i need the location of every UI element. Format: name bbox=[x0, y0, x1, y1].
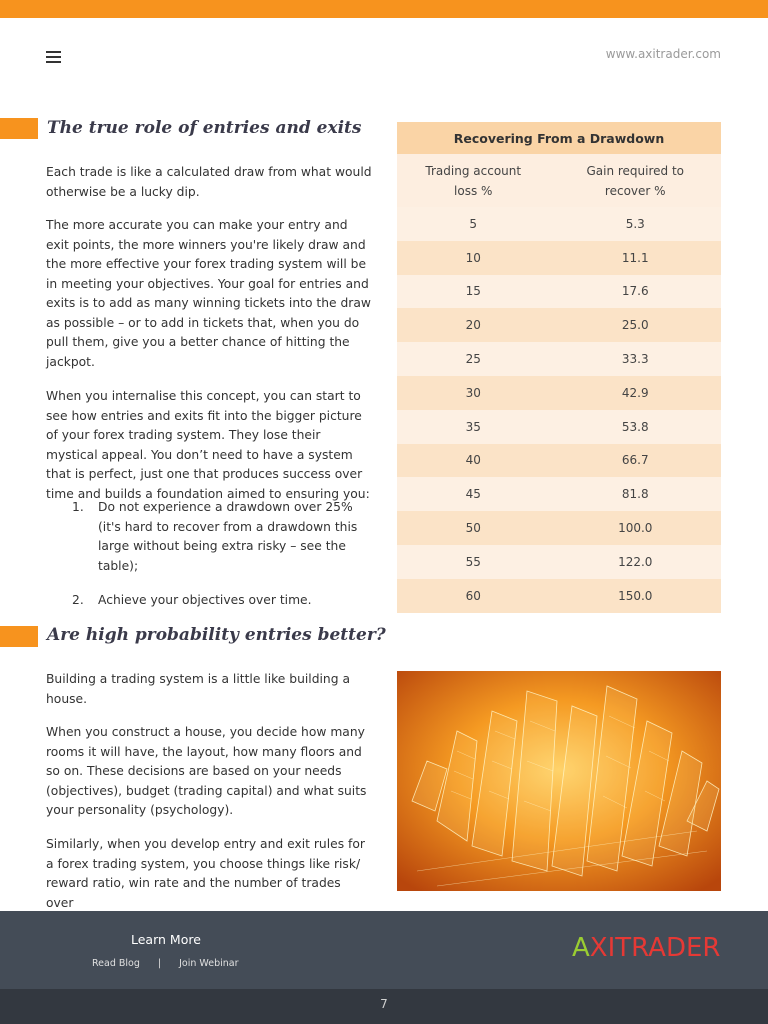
table-cell-gain: 11.1 bbox=[550, 241, 722, 275]
table-cell-loss: 30 bbox=[397, 376, 550, 410]
section-title-entries-exits: The true role of entries and exits bbox=[47, 118, 362, 138]
footer bbox=[0, 911, 768, 989]
table-row bbox=[397, 308, 721, 342]
table-cell-gain: 53.8 bbox=[550, 410, 722, 444]
paragraph: Building a trading system is a little like building a house. bbox=[46, 672, 350, 706]
table-cell-gain: 150.0 bbox=[550, 579, 722, 613]
paragraph: Each trade is like a calculated draw from what would otherwise be a lucky dip. bbox=[46, 165, 372, 199]
table-cell-loss: 35 bbox=[397, 410, 550, 444]
menu-line bbox=[46, 61, 61, 63]
table-row bbox=[397, 444, 721, 478]
table-cell-loss: 15 bbox=[397, 275, 550, 309]
list-item bbox=[72, 591, 362, 611]
table-cell-loss: 40 bbox=[397, 444, 550, 478]
table-row bbox=[397, 410, 721, 444]
footer-links bbox=[92, 958, 239, 969]
table-cell-gain: 17.6 bbox=[550, 275, 722, 309]
join-webinar-link[interactable]: Join Webinar bbox=[179, 958, 239, 969]
table-cell-gain: 100.0 bbox=[550, 511, 722, 545]
column-header-loss: Trading account loss % bbox=[397, 154, 550, 207]
page-number: 7 bbox=[380, 997, 388, 1011]
list-item bbox=[72, 498, 362, 576]
menu-line bbox=[46, 51, 61, 53]
table-row bbox=[397, 511, 721, 545]
menu-line bbox=[46, 56, 61, 58]
logo-text: ITRADER bbox=[607, 933, 721, 963]
table-cell-gain: 5.3 bbox=[550, 207, 722, 241]
table-cell-loss: 50 bbox=[397, 511, 550, 545]
table-row bbox=[397, 545, 721, 579]
list-text: Achieve your objectives over time. bbox=[98, 593, 312, 607]
link-separator: | bbox=[157, 958, 162, 969]
table-title: Recovering From a Drawdown bbox=[397, 122, 721, 154]
table-row bbox=[397, 241, 721, 275]
top-accent-bar bbox=[0, 0, 768, 18]
table-cell-loss: 5 bbox=[397, 207, 550, 241]
table-cell-gain: 42.9 bbox=[550, 376, 722, 410]
read-blog-link[interactable]: Read Blog bbox=[92, 958, 140, 969]
paragraph: When you construct a house, you decide how many rooms it will have, the layout, how many floors and so on. These decisions are based on your needs (objectives), budget (trading capital) and what suits your personality (psychology). bbox=[46, 725, 367, 817]
table-cell-gain: 25.0 bbox=[550, 308, 722, 342]
table-cell-loss: 25 bbox=[397, 342, 550, 376]
table-cell-gain: 122.0 bbox=[550, 545, 722, 579]
list-number: 2. bbox=[72, 593, 84, 607]
table-cell-loss: 60 bbox=[397, 579, 550, 613]
section-marker bbox=[0, 118, 38, 139]
list-text: Do not experience a drawdown over 25% (it's hard to recover from a drawdown this large without being extra risky – see the table); bbox=[98, 500, 358, 573]
learn-more-label: Learn More bbox=[131, 932, 201, 947]
table-cell-loss: 55 bbox=[397, 545, 550, 579]
section-marker bbox=[0, 626, 38, 647]
table-row bbox=[397, 207, 721, 241]
table-row bbox=[397, 376, 721, 410]
site-url[interactable]: www.axitrader.com bbox=[605, 47, 721, 61]
table-cell-loss: 45 bbox=[397, 477, 550, 511]
table-cell-gain: 81.8 bbox=[550, 477, 722, 511]
hamburger-menu-icon[interactable] bbox=[46, 51, 61, 63]
list-number: 1. bbox=[72, 500, 84, 514]
logo-letter-x: X bbox=[589, 933, 608, 963]
section-title-high-probability: Are high probability entries better? bbox=[47, 625, 386, 645]
drawdown-table bbox=[397, 122, 721, 613]
table-row bbox=[397, 477, 721, 511]
table-column-headers bbox=[397, 154, 721, 207]
paragraph: When you internalise this concept, you can start to see how entries and exits fit into the bigger picture of your forex trading system. They lose their mystical appeal. You don’t need to have a system that is perfect, just one that produces success over time and builds a foundation aimed to ensuring you: bbox=[46, 389, 370, 501]
paragraph: Similarly, when you develop entry and exit rules for a forex trading system, you choose things like risk/ reward ratio, win rate and the number of trades over bbox=[46, 837, 365, 910]
page-number-bar bbox=[0, 989, 768, 1024]
city-buildings-image bbox=[397, 671, 721, 891]
table-row bbox=[397, 275, 721, 309]
table-row bbox=[397, 342, 721, 376]
table-cell-loss: 10 bbox=[397, 241, 550, 275]
table-cell-loss: 20 bbox=[397, 308, 550, 342]
column-header-gain: Gain required to recover % bbox=[550, 154, 722, 207]
paragraph: The more accurate you can make your entry and exit points, the more winners you're likely draw and the more effective your forex trading system will be in meeting your objectives. Your goal for entries and exits is to add as many winning tickets into the draw as possible – or to add in tickets that, when you do pull them, give you a better chance of hitting the jackpot. bbox=[46, 218, 371, 369]
axitrader-logo[interactable] bbox=[572, 933, 720, 973]
table-cell-gain: 33.3 bbox=[550, 342, 722, 376]
logo-letter-a: A bbox=[572, 933, 590, 963]
table-row bbox=[397, 579, 721, 613]
table-cell-gain: 66.7 bbox=[550, 444, 722, 478]
